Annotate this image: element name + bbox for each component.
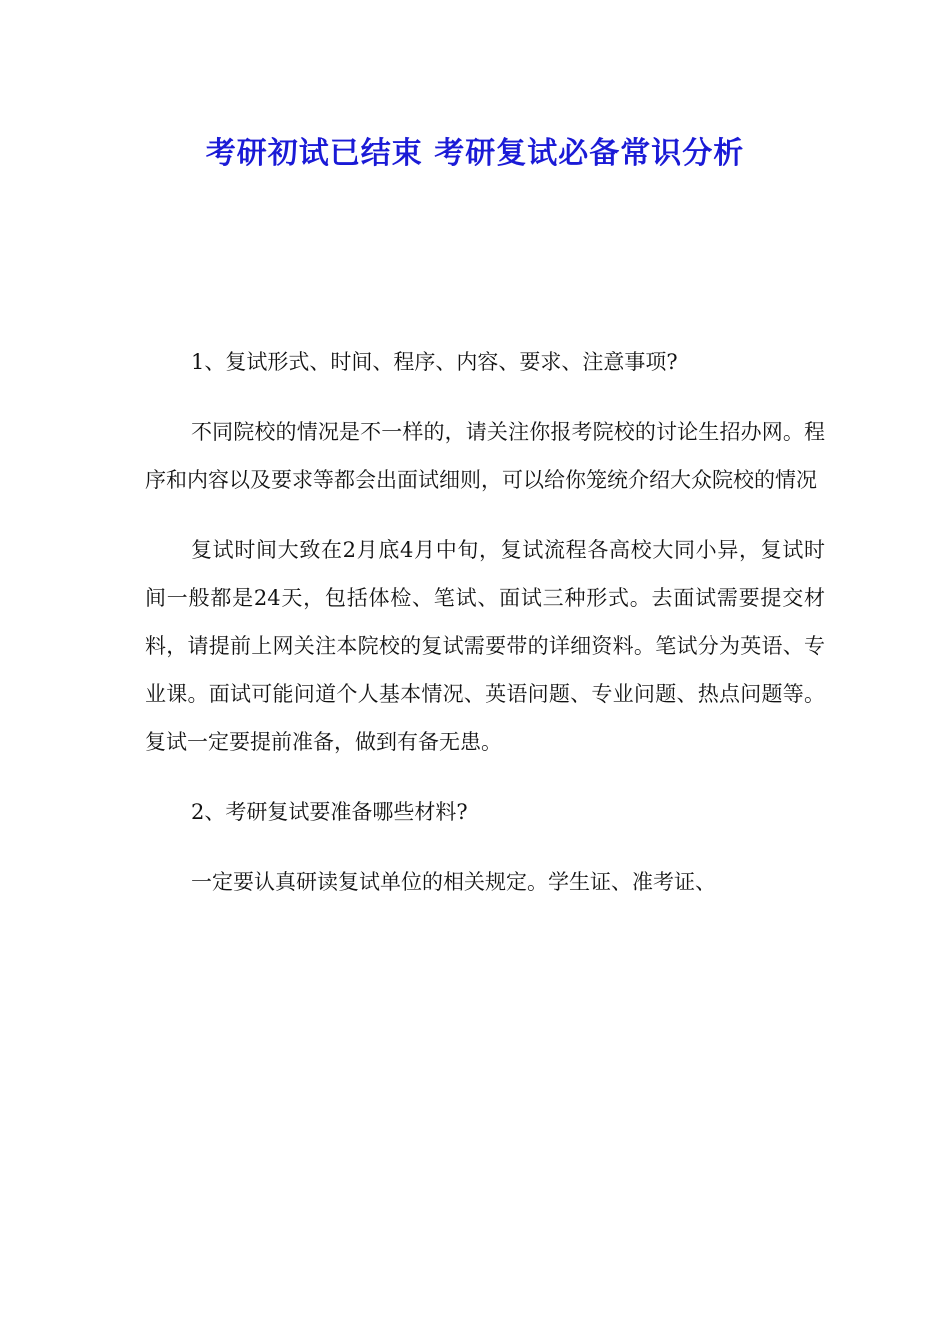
- document-body: [145, 338, 825, 928]
- document-title: 考研初试已结束 考研复试必备常识分析: [205, 136, 745, 171]
- paragraph-answer-1b: 复试时间大致在2月底4月中旬，复试流程各高校大同小异，复试时间一般都是24天，包括体检、笔试、面试三种形式。去面试需要提交材料，请提前上网关注本院校的复试需要带的详细资料。笔试分为英语、专业课。面试可能问道个人基本情况、英语问题、专业问题、热点问题等。复试一定要提前准备，做到有备无患。: [145, 538, 825, 754]
- paragraph-answer-1a: 不同院校的情况是不一样的，请关注你报考院校的讨论生招办网。程序和内容以及要求等都会出面试细则，可以给你笼统介绍大众院校的情况: [145, 420, 825, 492]
- paragraph-question-2: 2、考研复试要准备哪些材料?: [191, 800, 468, 824]
- paragraph-question-1: 1、复试形式、时间、程序、内容、要求、注意事项?: [191, 350, 678, 374]
- paragraph-answer-2: 一定要认真研读复试单位的相关规定。学生证、准考证、: [191, 870, 716, 894]
